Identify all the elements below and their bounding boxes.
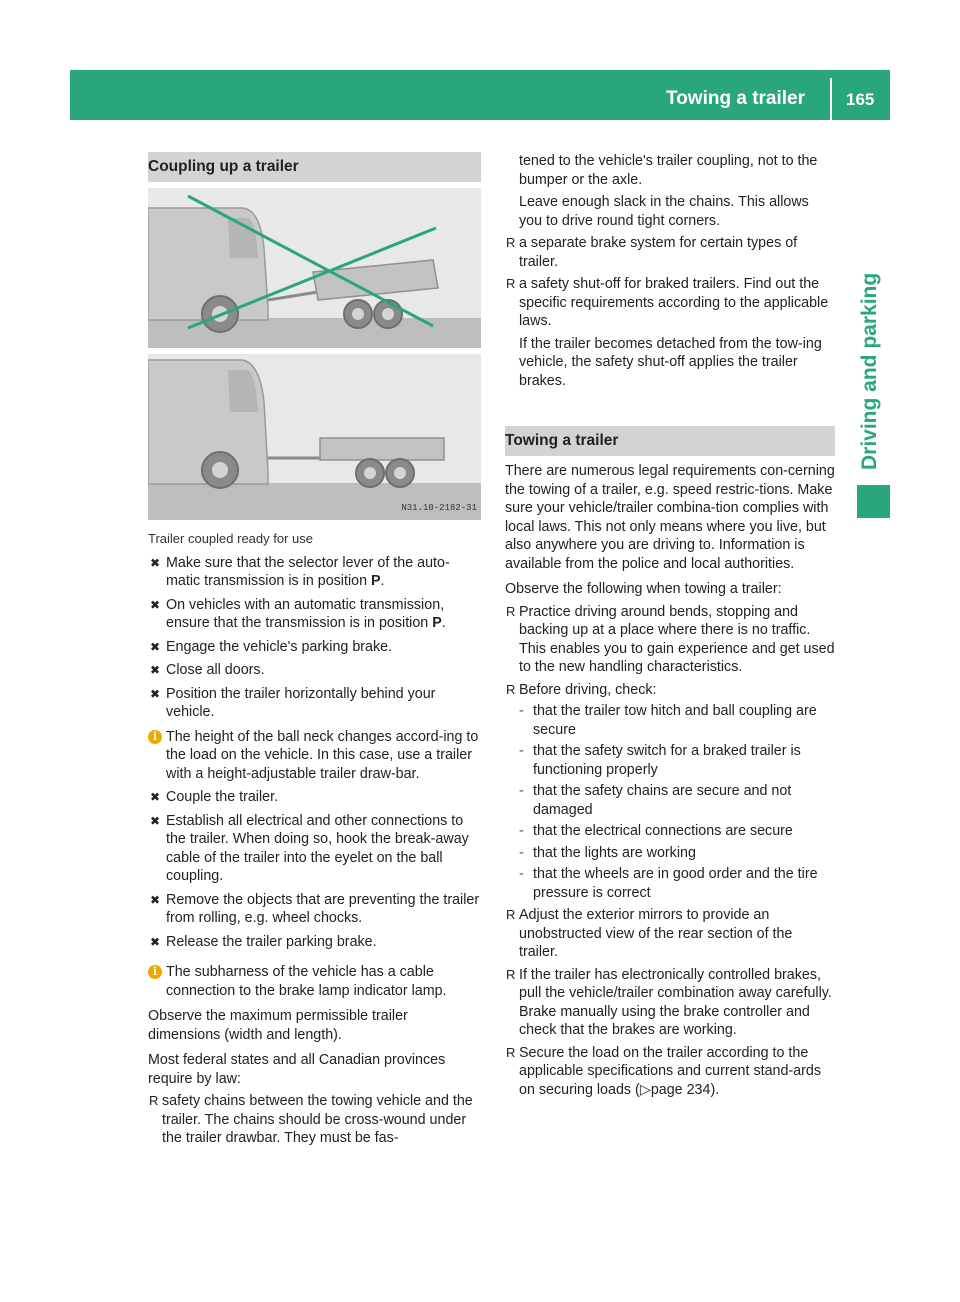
page-reference-link[interactable]: page 234 (650, 1081, 711, 1098)
step-item: ✖ Remove the objects that are preventing the trailer from rolling, e.g. wheel chocks. (150, 891, 480, 926)
list-item: R a safety shut-off for braked trailers. Find out the specific requirements according to the applicable laws. (506, 276, 829, 329)
list-item: R Before driving, check: (506, 681, 657, 698)
dash-icon: - (519, 844, 524, 861)
step-arrow-icon: ✖ (150, 934, 161, 949)
side-tab-label: Driving and parking (858, 272, 881, 470)
list-item: R Adjust the exterior mirrors to provide an unobstructed view of the rear section of the trailer. (506, 907, 793, 960)
check-item: - that the safety switch for a braked trailer is functioning properly (519, 743, 801, 778)
bullet-icon: R (506, 1044, 516, 1060)
paragraph: Observe the following when towing a trailer: (505, 581, 782, 597)
paragraph: Leave enough slack in the chains. This allows you to drive round tight corners. (519, 194, 809, 229)
info-icon: i (148, 965, 162, 979)
bullet-icon: R (149, 1093, 159, 1108)
check-item: - that the trailer tow hitch and ball coupling are secure (519, 703, 817, 738)
right-column (505, 152, 835, 1099)
step-item: ✖ Couple the trailer. (150, 789, 279, 805)
section-heading-coupling: Coupling up a trailer (148, 152, 481, 182)
list-item: R Practice driving around bends, stopping and backing up at a place where there is no traffic. This enables you to gain experience and get used to the new handling characteristics. (506, 603, 835, 675)
section-heading-towing: Towing a trailer (505, 426, 835, 456)
trailer-illustration (148, 188, 481, 520)
paragraph: If the trailer becomes detached from the tow-ing vehicle, the safety shut-off applies the trailer brakes. (519, 335, 822, 389)
page-ref-arrow-icon: ▷ (639, 1081, 651, 1098)
step-item: ✖ On vehicles with an automatic transmission, ensure that the transmission is in position P. (150, 596, 446, 631)
check-item: - that the electrical connections are secure (519, 823, 793, 839)
dash-icon: - (519, 783, 524, 799)
step-item: ✖ Release the trailer parking brake. (150, 933, 377, 950)
step-item: ✖ Make sure that the selector lever of the auto-matic transmission is in position P. (150, 554, 450, 589)
left-column (148, 152, 481, 1148)
info-icon: i (148, 730, 162, 744)
list-item: R safety chains between the towing vehicle and the trailer. The chains should be cross-wound under the trailer drawbar. They must be fas- (149, 1093, 473, 1146)
paragraph: Observe the maximum permissible trailer dimensions (width and length). (148, 1008, 408, 1043)
step-item: ✖ Establish all electrical and other connections to the trailer. When doing so, hook the break-away cable of the trailer into the eyelet on the ball coupling. (150, 812, 469, 884)
step-arrow-icon: ✖ (150, 813, 161, 828)
step-arrow-icon: ✖ (150, 597, 161, 612)
header-title: Towing a trailer (666, 88, 806, 109)
paragraph: There are numerous legal requirements con-cerning the towing of a trailer, e.g. speed restric-tions. Make sure your vehicle/trailer combina-tion complies with local laws. This not only means where you live, but also anywhere you are driving to. Information is available from the police and local authorities. (505, 463, 835, 572)
step-arrow-icon: ✖ (150, 555, 161, 570)
paragraph: Most federal states and all Canadian provinces require by law: (148, 1052, 446, 1087)
check-item: - that the wheels are in good order and the tire pressure is correct (519, 866, 818, 901)
dash-icon: - (519, 743, 524, 759)
list-item: R a separate brake system for certain types of trailer. (506, 235, 798, 270)
step-arrow-icon: ✖ (150, 639, 161, 654)
coupling-diagram (148, 188, 481, 520)
side-tab-marker (857, 485, 890, 518)
figure-code: N31.10-2182-31 (401, 502, 477, 513)
info-note: i The height of the ball neck changes accord-ing to the load on the vehicle. In this case, use a trailer with a height-adjustable trailer draw-bar. (148, 728, 481, 784)
step-arrow-icon: ✖ (150, 686, 161, 701)
step-item: ✖ Engage the vehicle's parking brake. (150, 638, 393, 655)
bullet-icon: R (506, 966, 516, 982)
step-arrow-icon: ✖ (150, 790, 161, 804)
page-number: 165 (846, 90, 875, 109)
bullet-icon: R (506, 681, 516, 697)
info-note: i The subharness of the vehicle has a cable connection to the brake lamp indicator lamp. (148, 963, 481, 1000)
bullet-icon: R (506, 235, 516, 250)
list-item: R Secure the load on the trailer according to the applicable specifications and current stand-ards on securing loads (▷page 234). (506, 1044, 821, 1098)
dash-icon: - (519, 823, 524, 839)
bullet-icon: R (506, 907, 516, 922)
list-item: R If the trailer has electronically controlled brakes, pull the vehicle/trailer combination away carefully. Brake manually using the brake controller and check that the brakes are working. (506, 966, 832, 1038)
check-item: - that the lights are working (519, 844, 696, 861)
check-item: - that the safety chains are secure and not damaged (519, 783, 792, 818)
bullet-icon: R (506, 276, 516, 291)
paragraph: tened to the vehicle's trailer coupling, not to the bumper or the axle. (519, 153, 818, 188)
figure-caption: Trailer coupled ready for use (148, 531, 313, 546)
bullet-icon: R (506, 603, 516, 619)
step-arrow-icon: ✖ (150, 892, 161, 907)
dash-icon: - (519, 703, 524, 719)
step-item: ✖ Close all doors. (150, 662, 265, 678)
step-arrow-icon: ✖ (150, 663, 161, 677)
dash-icon: - (519, 866, 524, 882)
header-divider (830, 78, 832, 120)
step-item: ✖ Position the trailer horizontally behind your vehicle. (150, 685, 436, 720)
